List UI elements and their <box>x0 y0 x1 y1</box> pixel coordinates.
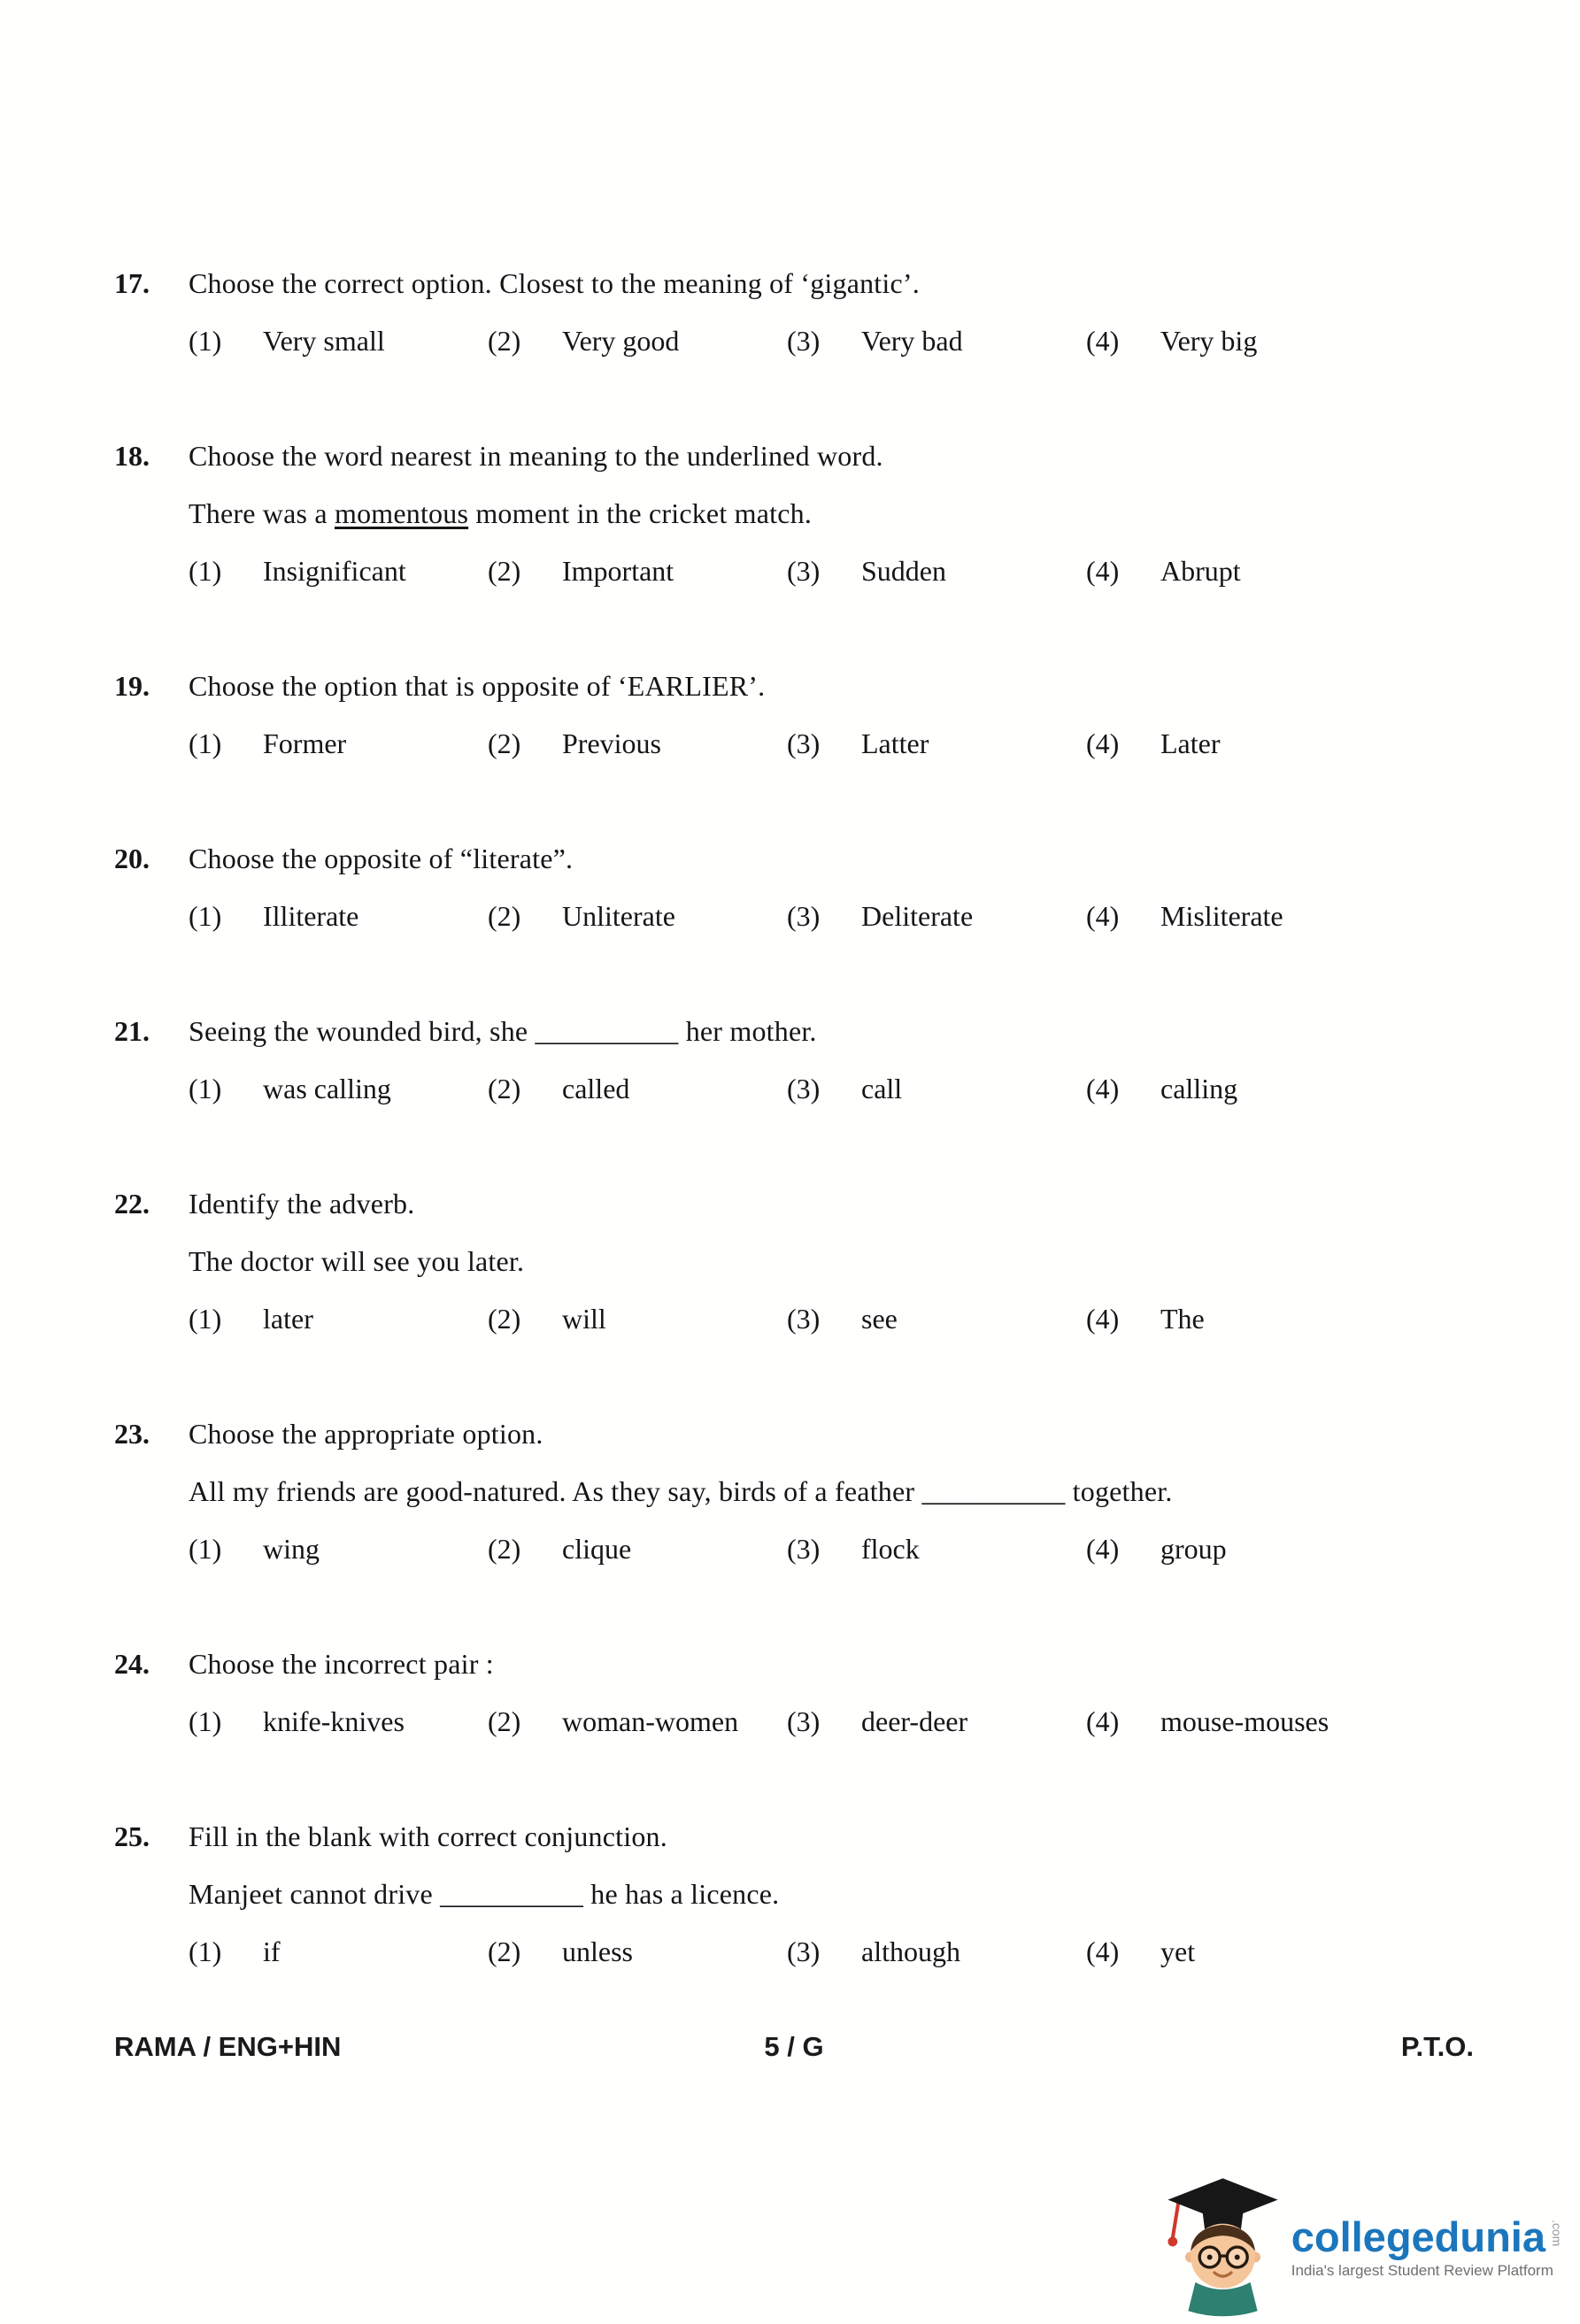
question-text-line <box>189 438 1482 473</box>
option <box>1086 553 1482 589</box>
option <box>787 898 1086 934</box>
question-text-line <box>189 1243 1482 1279</box>
option-marker: (3) <box>787 1303 821 1335</box>
option-marker: (1) <box>189 900 222 932</box>
option-marker: (1) <box>189 325 222 357</box>
option-row <box>189 898 1482 934</box>
option <box>488 1934 787 1969</box>
option-marker: (2) <box>488 555 521 587</box>
text-segment: Seeing the wounded bird, she __________ her mother. <box>189 1015 817 1047</box>
question-text-line <box>189 1013 1482 1049</box>
option <box>1086 1934 1482 1969</box>
option <box>488 1301 787 1336</box>
question-body <box>189 1186 1482 1336</box>
option <box>189 323 488 358</box>
option <box>1086 1704 1482 1739</box>
text-segment: Fill in the blank with correct conjunction. <box>189 1820 667 1852</box>
option <box>1086 898 1482 934</box>
option-text: deer-deer <box>861 1705 968 1737</box>
question-body <box>189 1013 1482 1106</box>
option-marker: (2) <box>488 727 521 759</box>
question-body <box>189 438 1482 589</box>
option-text: Later <box>1160 727 1221 759</box>
question-text-line <box>189 668 1482 704</box>
option <box>488 1071 787 1106</box>
option-text: Very good <box>562 325 680 357</box>
option-text: Insignificant <box>263 555 406 587</box>
option-marker: (4) <box>1086 1533 1120 1565</box>
option-marker: (2) <box>488 1935 521 1967</box>
option-marker: (1) <box>189 727 222 759</box>
option <box>1086 1531 1482 1566</box>
option-marker: (4) <box>1086 325 1120 357</box>
footer-paper-code: RAMA / ENG+HIN <box>114 2031 342 2062</box>
question-body <box>189 1819 1482 1969</box>
question <box>114 1646 1482 1739</box>
collegedunia-tagline: India's largest Student Review Platform <box>1291 2261 1553 2279</box>
question <box>114 1416 1482 1566</box>
text-segment: Choose the correct option. Closest to the meaning of ‘gigantic’. <box>189 267 920 299</box>
option <box>488 1531 787 1566</box>
option <box>787 1531 1086 1566</box>
option-row <box>189 726 1482 761</box>
option-text: call <box>861 1073 903 1104</box>
option-marker: (1) <box>189 1705 222 1737</box>
question-number: 19. <box>114 670 150 702</box>
option-text: calling <box>1160 1073 1238 1104</box>
option <box>787 553 1086 589</box>
option <box>787 323 1086 358</box>
question-text <box>189 1416 1482 1509</box>
option-marker: (1) <box>189 1533 222 1565</box>
option-marker: (3) <box>787 325 821 357</box>
option-text: flock <box>861 1533 920 1565</box>
option-row <box>189 1934 1482 1969</box>
option-marker: (3) <box>787 900 821 932</box>
option-marker: (1) <box>189 1303 222 1335</box>
option-text: will <box>562 1303 606 1335</box>
option-marker: (3) <box>787 1533 821 1565</box>
option-marker: (3) <box>787 727 821 759</box>
question-text-line <box>189 1819 1482 1854</box>
option <box>189 1704 488 1739</box>
text-segment: moment in the cricket match. <box>468 497 813 529</box>
collegedunia-mascot-icon <box>1163 2177 1283 2317</box>
question-text-line <box>189 1646 1482 1681</box>
option-row <box>189 1071 1482 1106</box>
option <box>488 553 787 589</box>
option-text: Very small <box>263 325 385 357</box>
option-marker: (4) <box>1086 900 1120 932</box>
option <box>189 1934 488 1969</box>
option <box>189 553 488 589</box>
option <box>488 1704 787 1739</box>
option-text: The <box>1160 1303 1205 1335</box>
option-marker: (1) <box>189 1073 222 1104</box>
underlined-word: momentous <box>334 497 469 529</box>
option-text: later <box>263 1303 313 1335</box>
question-body <box>189 265 1482 358</box>
option-marker: (2) <box>488 325 521 357</box>
question-number: 20. <box>114 843 150 874</box>
option-marker: (2) <box>488 1705 521 1737</box>
collegedunia-brand-text: collegedunia <box>1291 2212 1545 2260</box>
question-body <box>189 1416 1482 1566</box>
option-text: if <box>263 1935 281 1967</box>
option-text: Very bad <box>861 325 963 357</box>
option-marker: (2) <box>488 1303 521 1335</box>
option-text: Important <box>562 555 674 587</box>
question-text <box>189 265 1482 301</box>
option-row <box>189 553 1482 589</box>
collegedunia-logo <box>1163 2177 1564 2317</box>
option-text: although <box>861 1935 960 1967</box>
option-text: Sudden <box>861 555 946 587</box>
option-marker: (4) <box>1086 555 1120 587</box>
option <box>1086 1071 1482 1106</box>
question-number: 22. <box>114 1188 150 1220</box>
collegedunia-tld-text: .com <box>1550 2219 1564 2246</box>
question-text <box>189 668 1482 704</box>
question <box>114 1819 1482 1969</box>
option-marker: (3) <box>787 1073 821 1104</box>
option-marker: (3) <box>787 555 821 587</box>
footer-pto-label: P.T.O. <box>1400 2031 1474 2062</box>
option-marker: (1) <box>189 1935 222 1967</box>
question-text-line <box>189 265 1482 301</box>
option-text: yet <box>1160 1935 1196 1967</box>
option <box>488 898 787 934</box>
question <box>114 438 1482 589</box>
question-number: 23. <box>114 1418 150 1450</box>
question-text <box>189 1186 1482 1279</box>
footer <box>114 2031 1474 2070</box>
option-text: Abrupt <box>1160 555 1241 587</box>
text-segment: All my friends are good-natured. As they say, birds of a feather __________ together. <box>189 1475 1173 1507</box>
text-segment: Choose the appropriate option. <box>189 1418 543 1450</box>
question-text-line <box>189 496 1482 531</box>
text-segment: Choose the word nearest in meaning to the underlined word. <box>189 440 883 472</box>
option-marker: (4) <box>1086 1073 1120 1104</box>
option <box>189 1301 488 1336</box>
question <box>114 1186 1482 1336</box>
question-body <box>189 1646 1482 1739</box>
question <box>114 265 1482 358</box>
option-text: unless <box>562 1935 633 1967</box>
option <box>488 323 787 358</box>
option-marker: (4) <box>1086 1303 1120 1335</box>
option <box>189 1531 488 1566</box>
question <box>114 1013 1482 1106</box>
text-segment: Choose the option that is opposite of ‘EARLIER’. <box>189 670 766 702</box>
question-number: 25. <box>114 1820 150 1852</box>
option <box>1086 1301 1482 1336</box>
option-text: Misliterate <box>1160 900 1283 932</box>
option <box>488 726 787 761</box>
option-text: group <box>1160 1533 1227 1565</box>
option-text: was calling <box>263 1073 391 1104</box>
option <box>787 1301 1086 1336</box>
option-marker: (2) <box>488 1533 521 1565</box>
option-text: see <box>861 1303 898 1335</box>
option <box>189 1071 488 1106</box>
option <box>1086 323 1482 358</box>
question-text <box>189 1646 1482 1681</box>
option-text: woman-women <box>562 1705 739 1737</box>
question <box>114 668 1482 761</box>
question-number: 21. <box>114 1015 150 1047</box>
footer-page-number: 5 / G <box>764 2031 824 2062</box>
question-text-line <box>189 1416 1482 1451</box>
option <box>189 898 488 934</box>
option-text: Unliterate <box>562 900 675 932</box>
option-marker: (2) <box>488 1073 521 1104</box>
option-text: clique <box>562 1533 632 1565</box>
option <box>787 1704 1086 1739</box>
option-marker: (3) <box>787 1935 821 1967</box>
text-segment: Manjeet cannot drive __________ he has a licence. <box>189 1878 780 1910</box>
text-segment: Choose the opposite of “literate”. <box>189 843 574 874</box>
option-marker: (1) <box>189 555 222 587</box>
question-text <box>189 438 1482 531</box>
option-text: wing <box>263 1533 320 1565</box>
question-number: 17. <box>114 267 150 299</box>
question-text <box>189 1013 1482 1049</box>
option-text: Latter <box>861 727 929 759</box>
question-text <box>189 1819 1482 1912</box>
option-text: Very big <box>1160 325 1258 357</box>
question-text-line <box>189 1876 1482 1912</box>
option-text: Former <box>263 727 347 759</box>
option-text: Deliterate <box>861 900 974 932</box>
option-marker: (4) <box>1086 727 1120 759</box>
question <box>114 841 1482 934</box>
option-text: Previous <box>562 727 661 759</box>
option-row <box>189 323 1482 358</box>
questions-list <box>114 265 1482 2049</box>
option <box>1086 726 1482 761</box>
question-text-line <box>189 841 1482 876</box>
option-row <box>189 1531 1482 1566</box>
option-row <box>189 1301 1482 1336</box>
option <box>787 726 1086 761</box>
text-segment: The doctor will see you later. <box>189 1245 525 1277</box>
question-text <box>189 841 1482 876</box>
question-body <box>189 841 1482 934</box>
text-segment: There was a <box>189 497 335 529</box>
option-marker: (4) <box>1086 1705 1120 1737</box>
text-segment: Choose the incorrect pair : <box>189 1648 494 1680</box>
option-marker: (4) <box>1086 1935 1120 1967</box>
option <box>189 726 488 761</box>
question-body <box>189 668 1482 761</box>
question-text-line <box>189 1474 1482 1509</box>
option <box>787 1071 1086 1106</box>
option-row <box>189 1704 1482 1739</box>
question-number: 24. <box>114 1648 150 1680</box>
option-marker: (2) <box>488 900 521 932</box>
question-text-line <box>189 1186 1482 1221</box>
question-number: 18. <box>114 440 150 472</box>
collegedunia-wordmark <box>1291 2212 1564 2280</box>
option-text: called <box>562 1073 630 1104</box>
text-segment: Identify the adverb. <box>189 1188 415 1220</box>
option-text: Illiterate <box>263 900 359 932</box>
option-marker: (3) <box>787 1705 821 1737</box>
option-text: knife-knives <box>263 1705 405 1737</box>
option <box>787 1934 1086 1969</box>
option-text: mouse-mouses <box>1160 1705 1330 1737</box>
